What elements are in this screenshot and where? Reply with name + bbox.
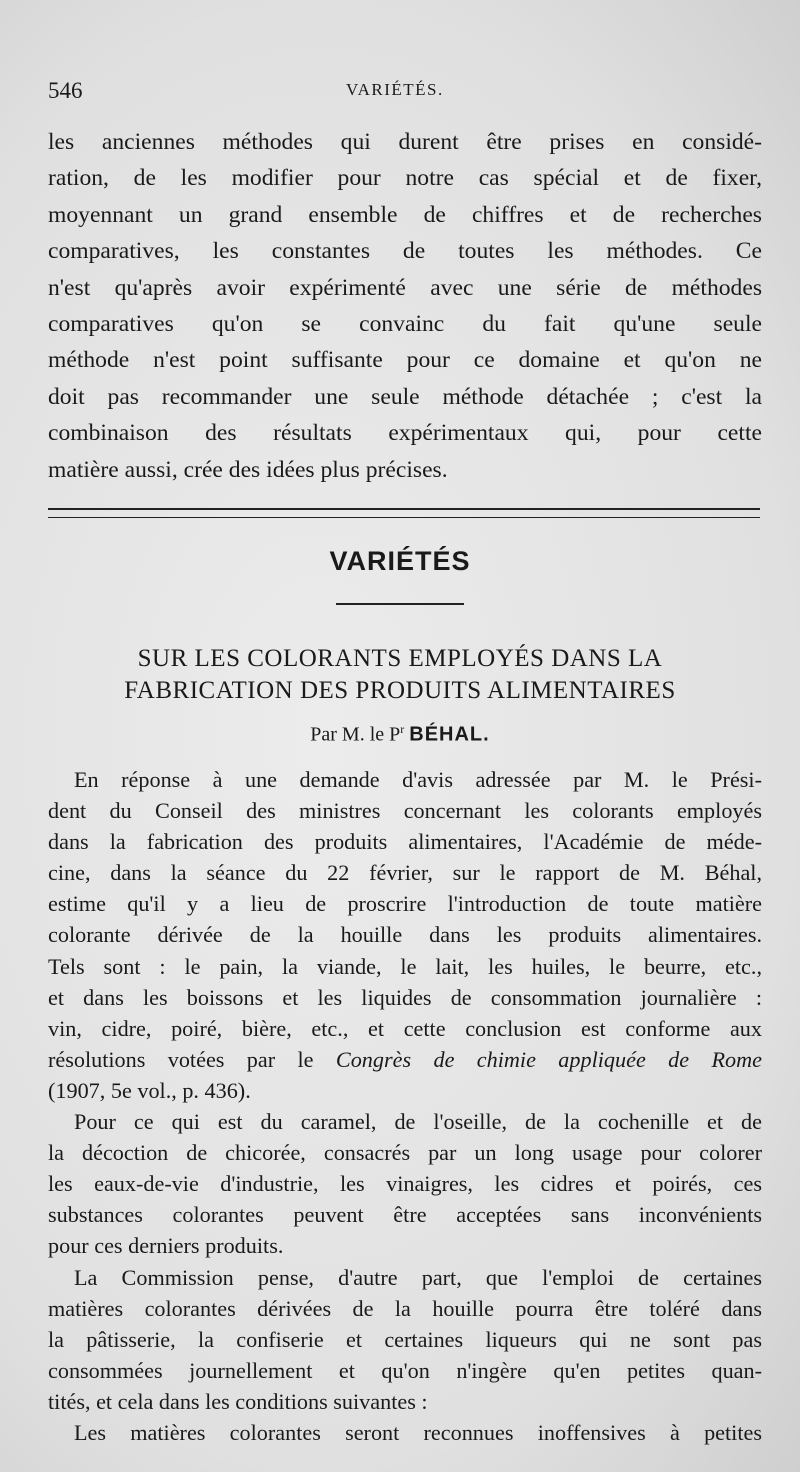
- text-line: En réponse à une demande d'avis adressée par M. le Prési-: [74, 767, 762, 792]
- article-title-line: SUR LES COLORANTS EMPLOYÉS DANS LA: [137, 645, 663, 672]
- text-line: Tels sont : le pain, la viande, le lait, les huiles, le beurre, etc.,: [48, 953, 762, 979]
- text-line: [48, 1044, 762, 1075]
- text-line: La Commission pense, d'autre part, que l'emploi de certaines: [74, 1264, 762, 1290]
- text-line: comparatives, les constantes de toutes les méthodes. Ce: [48, 238, 762, 265]
- byline-prefix: Par M. le P: [310, 723, 401, 746]
- text-line: matières colorantes dérivées de la houille pourra être toléré dans: [48, 1295, 762, 1321]
- text-line: pour ces derniers produits.: [48, 1233, 284, 1259]
- text-line: Les matières colorantes seront reconnues inoffensives à petites: [74, 1419, 762, 1445]
- article-body: [48, 764, 762, 1448]
- intro-paragraph: [48, 124, 762, 488]
- page-header: [48, 78, 760, 112]
- text-line: consommées journellement et qu'on n'ingère qu'en petites quan-: [48, 1357, 762, 1383]
- author-name: BÉHAL.: [409, 723, 490, 746]
- text-line: substances colorantes peuvent être acceptées sans inconvénients: [48, 1202, 762, 1228]
- text-line: doit pas recommander une seule méthode détachée ; c'est la: [48, 383, 762, 410]
- text-line: ration, de les modifier pour notre cas spécial et de fixer,: [48, 165, 762, 192]
- text-fragment: résolutions votées par le: [48, 1046, 314, 1072]
- italic-reference: Congrès de chimie appliquée de Rome: [335, 1046, 763, 1072]
- article-title: [0, 643, 800, 707]
- text-line: moyennant un grand ensemble de chiffres et de recherches: [48, 201, 762, 228]
- text-line: estime qu'il y a lieu de proscrire l'introduction de toute matière: [48, 891, 762, 917]
- text-line: comparatives qu'on se convainc du fait qu'une seule: [48, 311, 762, 338]
- text-line: (1907, 5e vol., p. 436).: [48, 1077, 251, 1103]
- text-line: et dans les boissons et les liquides de consommation journalière :: [48, 984, 762, 1010]
- running-head: VARIÉTÉS.: [346, 80, 444, 99]
- text-line: les eaux-de-vie d'industrie, les vinaigres, les cidres et poirés, ces: [48, 1171, 762, 1197]
- text-line: colorante dérivée de la houille dans les produits alimentaires.: [48, 922, 762, 948]
- text-line: cine, dans la séance du 22 février, sur le rapport de M. Béhal,: [48, 860, 762, 886]
- text-line: matière aussi, crée des idées plus précises.: [48, 456, 448, 483]
- text-line: dent du Conseil des ministres concernant les colorants employés: [48, 798, 762, 824]
- text-line: combinaison des résultats expérimentaux qui, pour cette: [48, 420, 762, 447]
- text-line: les anciennes méthodes qui durent être prises en considé-: [48, 129, 762, 155]
- text-line: tités, et cela dans les conditions suivantes :: [48, 1388, 428, 1414]
- text-line: la décoction de chicorée, consacrés par un long usage pour colorer: [48, 1140, 762, 1166]
- text-line: méthode n'est point suffisante pour ce domaine et qu'on ne: [48, 347, 762, 374]
- text-line: dans la fabrication des produits alimentaires, l'Académie de méde-: [48, 829, 762, 855]
- byline-superscript: r: [400, 722, 405, 736]
- section-title: VARIÉTÉS: [329, 546, 471, 576]
- title-rule: [336, 603, 464, 605]
- byline: [0, 722, 800, 747]
- text-line: n'est qu'après avoir expérimenté avec une série de méthodes: [48, 274, 762, 301]
- text-line: Pour ce qui est du caramel, de l'oseille, de la cochenille et de: [74, 1109, 762, 1135]
- article-title-line: FABRICATION DES PRODUITS ALIMENTAIRES: [124, 677, 676, 704]
- page-number: 546: [48, 78, 83, 103]
- text-line: la pâtisserie, la confiserie et certaines liqueurs qui ne sont pas: [48, 1326, 762, 1352]
- text-line: vin, cidre, poiré, bière, etc., et cette conclusion est conforme aux: [48, 1015, 762, 1041]
- section-divider: [48, 508, 760, 518]
